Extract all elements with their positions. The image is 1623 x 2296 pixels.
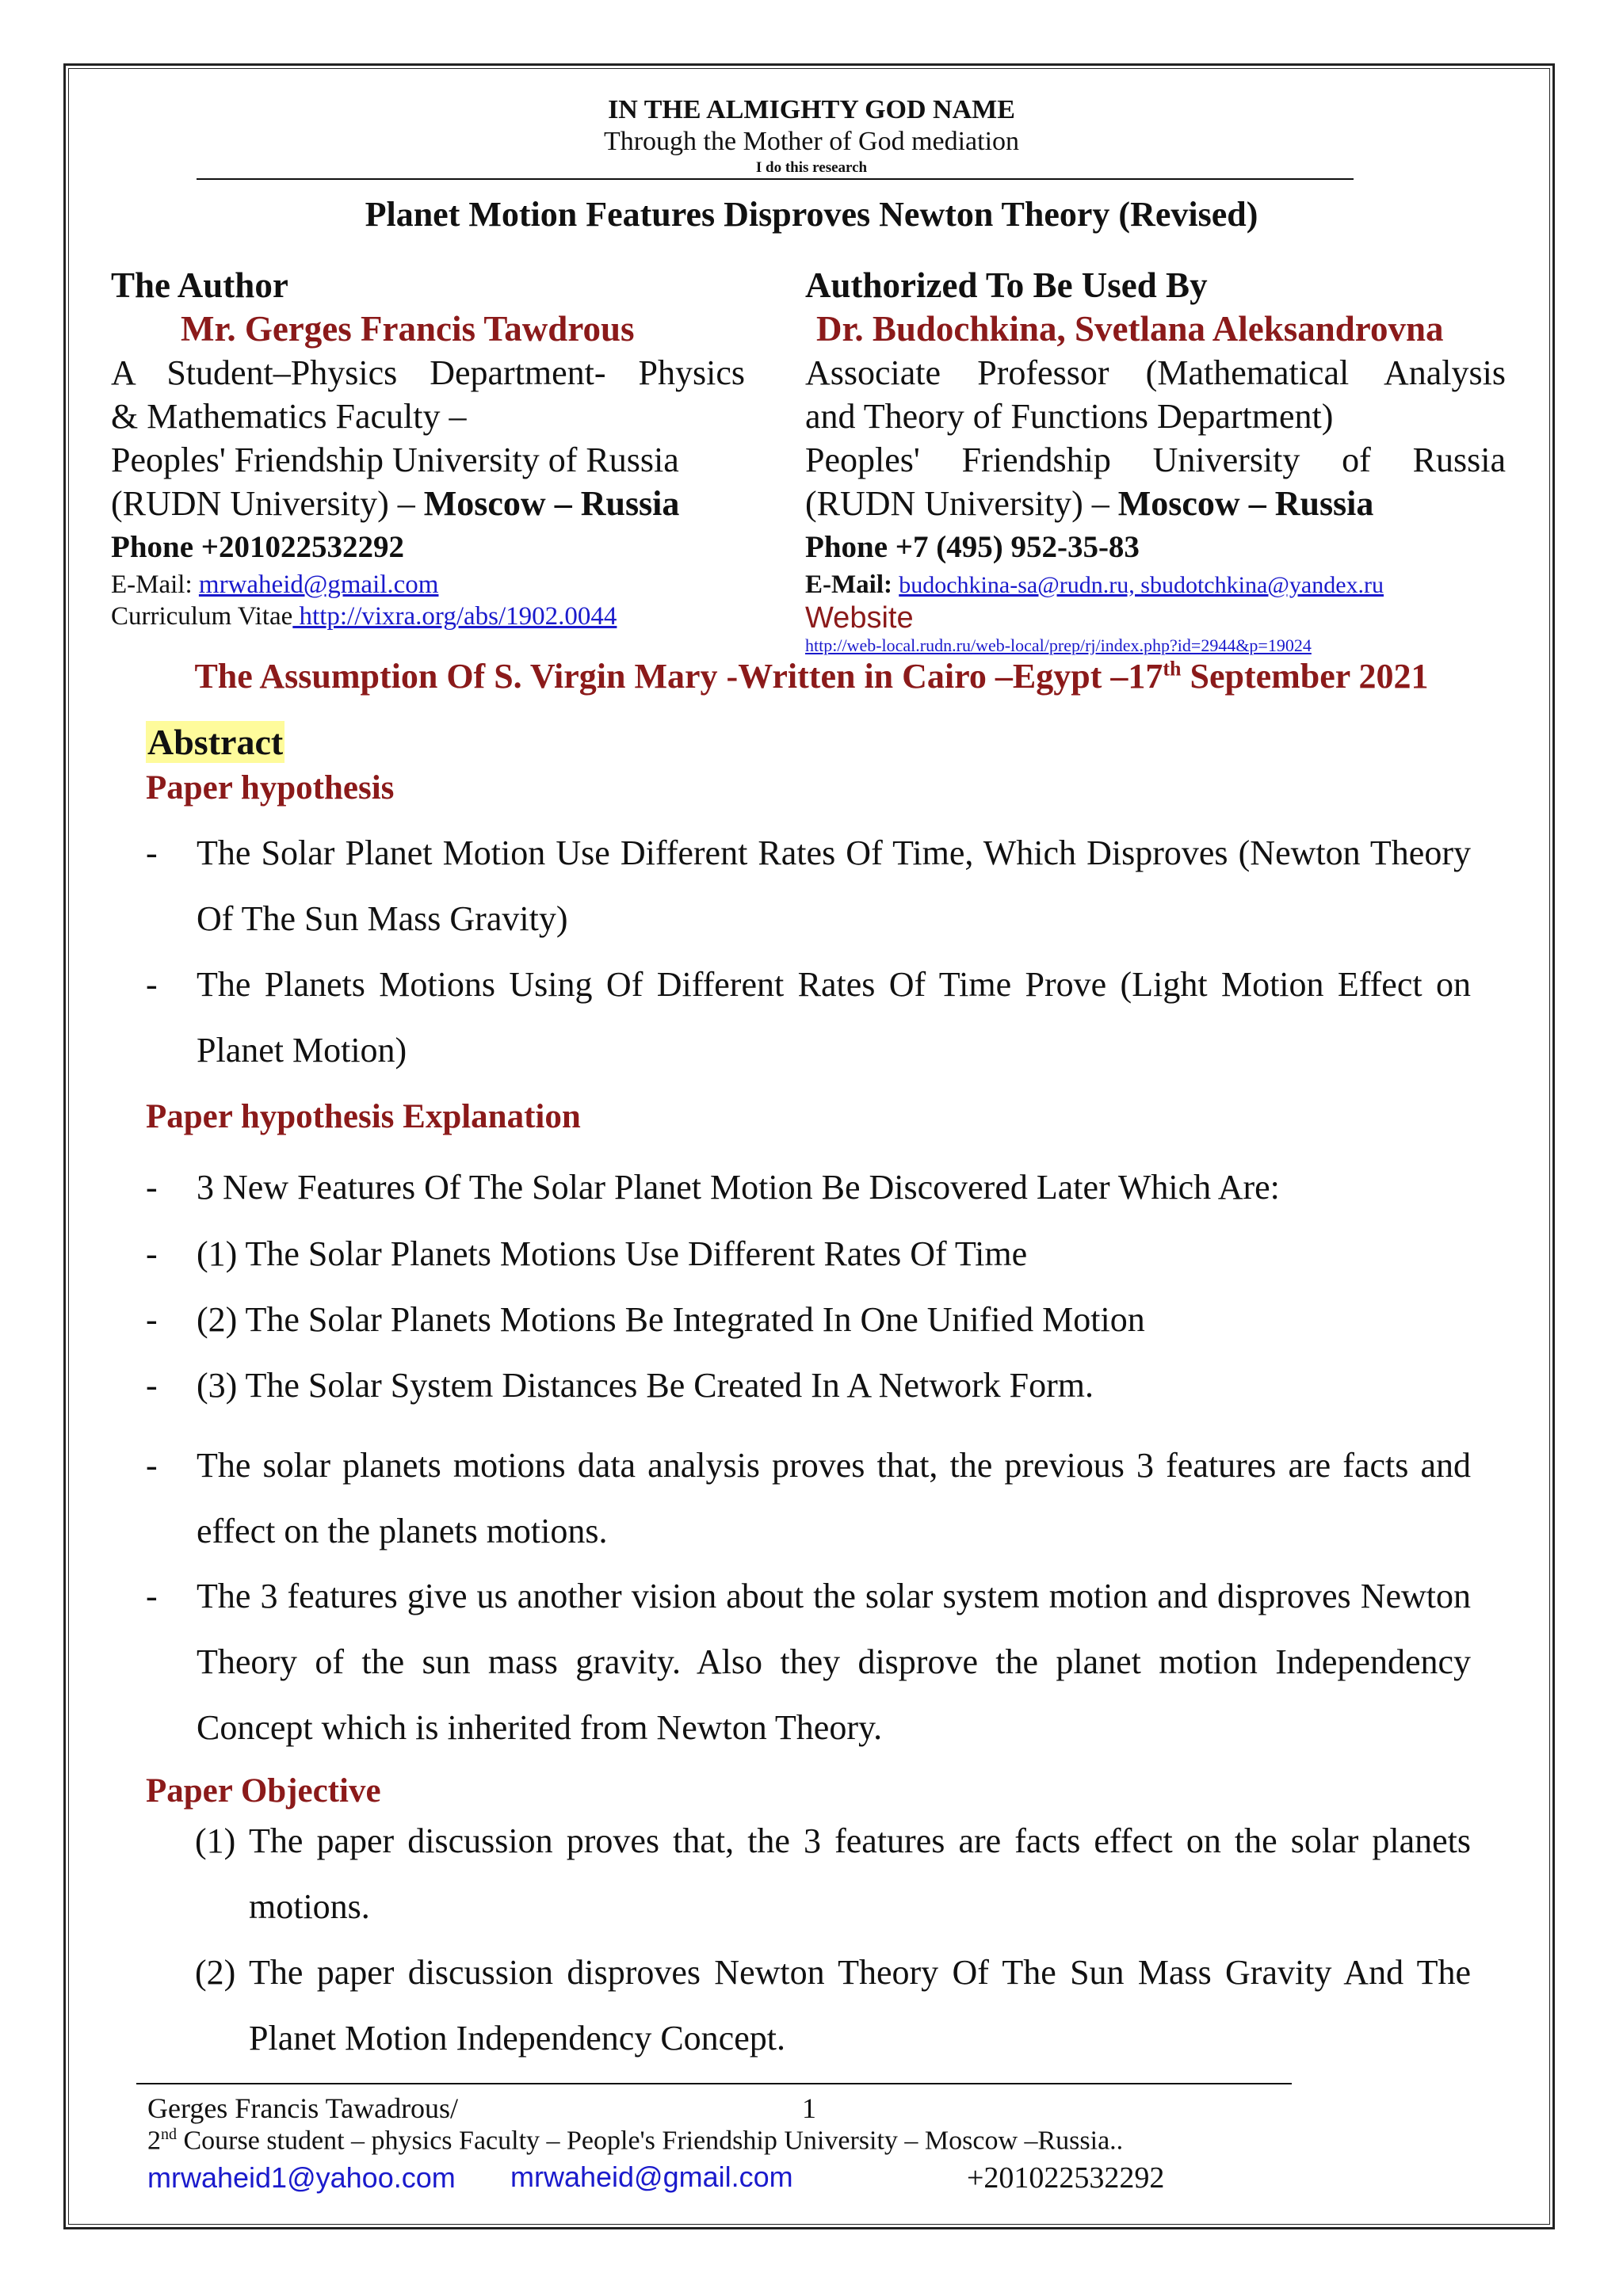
authorized-email-link[interactable]: budochkina-sa@rudn.ru, sbudotchkina@yandex.ru	[899, 572, 1384, 598]
bullet-dash: -	[146, 1168, 158, 1207]
author-line-3: Peoples' Friendship University of Russia	[111, 441, 679, 479]
author-email-link[interactable]: mrwaheid@gmail.com	[198, 570, 439, 599]
authorized-city: Moscow – Russia	[1117, 484, 1374, 523]
author-email-label: E-Mail:	[111, 570, 199, 599]
abstract-label: Abstract	[147, 722, 284, 762]
authorized-email-label: E-Mail:	[805, 570, 899, 599]
authorized-website-link[interactable]: http://web-local.rudn.ru/web-local/prep/rj/index.php?id=2944&p=19024	[805, 635, 1312, 655]
footer-divider	[136, 2083, 1292, 2084]
authorized-heading: Authorized To Be Used By	[805, 265, 1208, 305]
author-line-2: & Mathematics Faculty –	[111, 397, 467, 436]
author-block	[111, 264, 745, 632]
assumption-text: The Assumption Of S. Virgin Mary -Written in Cairo –Egypt –17	[194, 657, 1163, 696]
authorized-line-3: Peoples' Friendship University of Russia	[805, 441, 1506, 479]
author-city: Moscow – Russia	[423, 484, 680, 523]
bullet-dash: -	[146, 1366, 158, 1405]
header-line-2: Through the Mother of God mediation	[603, 127, 1020, 156]
header-line-1: IN THE ALMIGHTY GOD NAME	[608, 95, 1015, 124]
author-name: Mr. Gerges Francis Tawdrous	[181, 309, 635, 349]
footer-course	[147, 2126, 1123, 2156]
hypothesis-heading: Paper hypothesis	[146, 769, 395, 807]
hypothesis-text: The Planets Motions Using Of Different Rates Of Time Prove (Light Motion Effect on Planet Motion)	[197, 965, 1471, 1070]
authorized-name: Dr. Budochkina, Svetlana Aleksandrovna	[816, 309, 1444, 349]
explanation-text: (3) The Solar System Distances Be Created In A Network Form.	[197, 1366, 1094, 1405]
author-email-row	[111, 569, 745, 601]
bullet-dash: -	[146, 1300, 158, 1339]
authorized-website-label: Website	[805, 601, 914, 635]
assumption-line	[0, 656, 1623, 696]
authorized-line-1: Associate Professor (Mathematical Analysis	[805, 353, 1506, 392]
authorized-email-row	[805, 569, 1506, 601]
objective-heading: Paper Objective	[146, 1772, 381, 1810]
objective-text: The paper discussion proves that, the 3 features are facts effect on the solar planets motions.	[249, 1821, 1471, 1926]
header-line-3: I do this research	[755, 159, 868, 176]
footer-email-2[interactable]: mrwaheid@gmail.com	[510, 2161, 793, 2193]
bullet-dash: -	[146, 1577, 158, 1615]
explanation-text: 3 New Features Of The Solar Planet Motion Be Discovered Later Which Are:	[197, 1168, 1280, 1207]
author-heading: The Author	[111, 265, 288, 305]
authorized-phone: Phone +7 (495) 952-35-83	[805, 530, 1140, 564]
bullet-dash: -	[146, 833, 158, 872]
explanation-text: The 3 features give us another vision about the solar system motion and disproves Newton Theory of the sun mass gravity. Also they disprove the planet motion Independency Concept which is inherited from Newton Theory.	[197, 1577, 1471, 1747]
explanation-text: (1) The Solar Planets Motions Use Different Rates Of Time	[197, 1234, 1028, 1273]
footer-course-text: Course student – physics Faculty – People's Friendship University – Moscow –Russia..	[177, 2126, 1124, 2156]
footer-phone: +201022532292	[967, 2161, 1165, 2195]
author-line-4	[111, 482, 745, 525]
assumption-date: September 2021	[1181, 657, 1429, 696]
authorized-block	[805, 264, 1506, 657]
hypothesis-text: The Solar Planet Motion Use Different Rates Of Time, Which Disproves (Newton Theory Of The Sun Mass Gravity)	[197, 833, 1471, 938]
header-divider	[197, 178, 1354, 180]
authorized-line-2: and Theory of Functions Department)	[805, 397, 1334, 436]
bullet-dash: -	[146, 1446, 158, 1485]
authorized-line-4	[805, 482, 1506, 525]
footer-course-num: 2	[147, 2126, 161, 2156]
author-phone: Phone +201022532292	[111, 530, 404, 564]
bullet-dash: -	[146, 965, 158, 1004]
footer-course-sup: nd	[161, 2126, 177, 2143]
page-number: 1	[802, 2092, 816, 2124]
author-cv-link[interactable]: http://vixra.org/abs/1902.0044	[292, 602, 617, 631]
bullet-dash: -	[146, 1234, 158, 1273]
objective-number: (2)	[195, 1953, 236, 1992]
objective-number: (1)	[195, 1821, 236, 1860]
explanation-text: (2) The Solar Planets Motions Be Integrated In One Unified Motion	[197, 1300, 1145, 1339]
author-cv-row	[111, 601, 745, 632]
author-cv-label: Curriculum Vitae	[111, 602, 293, 631]
authorized-university: (RUDN University) –	[805, 484, 1118, 523]
assumption-sup: th	[1163, 657, 1182, 681]
paper-title: Planet Motion Features Disproves Newton Theory (Revised)	[365, 195, 1258, 234]
footer-email-1[interactable]: mrwaheid1@yahoo.com	[147, 2161, 456, 2194]
objective-text: The paper discussion disproves Newton Theory Of The Sun Mass Gravity And The Planet Motion Independency Concept.	[249, 1953, 1471, 2058]
author-line-1: A Student–Physics Department- Physics	[111, 353, 745, 392]
explanation-heading: Paper hypothesis Explanation	[146, 1098, 581, 1135]
author-university: (RUDN University) –	[111, 484, 424, 523]
footer-contacts	[147, 2161, 1257, 2195]
footer-author: Gerges Francis Tawadrous/	[147, 2092, 459, 2124]
explanation-text: The solar planets motions data analysis proves that, the previous 3 features are facts and effect on the planets motions.	[197, 1446, 1471, 1550]
